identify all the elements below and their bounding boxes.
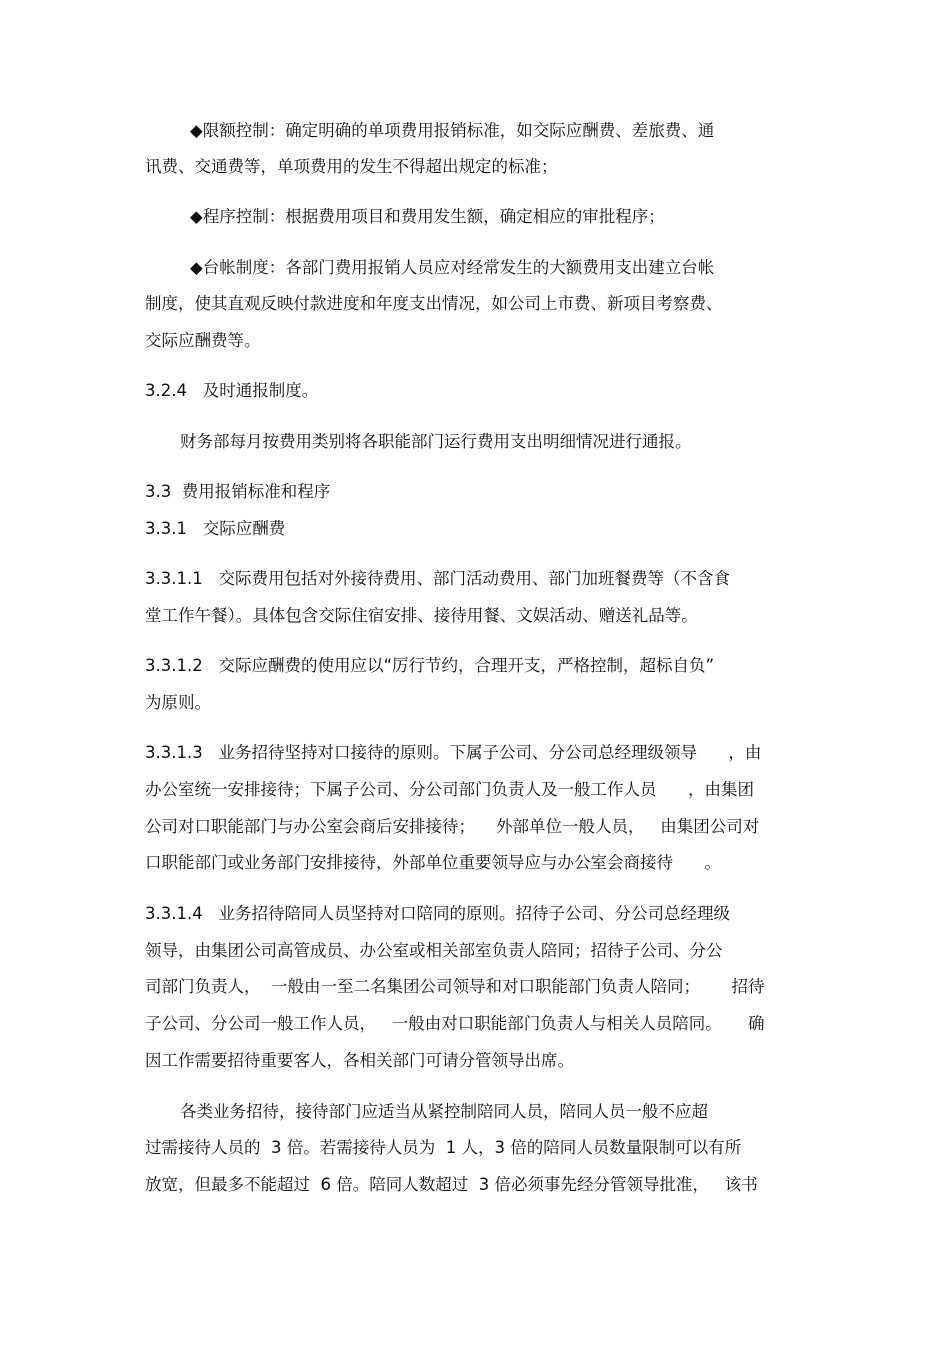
paragraph-escort-limit-line1: 各类业务招待，接待部门应适当从紧控制陪同人员，陪同人员一般不应超 <box>180 1102 708 1121</box>
section-3-3-heading: 3.3 费用报销标准和程序 <box>145 482 331 501</box>
bullet-procedure-control: ◆程序控制：根据费用项目和费用发生额，确定相应的审批程序； <box>190 207 665 226</box>
section-3-2-4-heading: 3.2.4 及时通报制度。 <box>145 381 319 400</box>
item-3-3-1-3-line2: 办公室统一安排接待；下属子公司、分公司部门负责人及一般工作人员 ，由集团 <box>145 780 754 799</box>
item-3-3-1-2-line2: 为原则。 <box>145 693 211 712</box>
item-3-3-1-4-line5: 因工作需要招待重要客人，各相关部门可请分管领导出席。 <box>145 1051 574 1070</box>
item-3-3-1-2-line1: 3.3.1.2 交际应酬费的使用应以“厉行节约，合理开支，严格控制，超标自负” <box>145 656 715 675</box>
item-3-3-1-3-line4: 口职能部门或业务部门安排接待，外部单位重要领导应与办公室会商接待 。 <box>145 853 721 872</box>
paragraph-monthly-report: 财务部每月按费用类别将各职能部门运行费用支出明细情况进行通报。 <box>180 432 692 451</box>
paragraph-escort-limit-line2: 过需接待人员的 3 倍。若需接待人员为 1 人，3 倍的陪同人员数量限制可以有所 <box>145 1138 742 1157</box>
bullet-ledger-system-line1: ◆台帐制度：各部门费用报销人员应对经常发生的大额费用支出建立台帐 <box>190 258 715 277</box>
section-3-3-1-heading: 3.3.1 交际应酬费 <box>145 519 286 538</box>
bullet-ledger-system-line2: 制度，使其直观反映付款进度和年度支出情况，如公司上市费、新项目考察费、 <box>145 294 723 313</box>
item-3-3-1-4-line1: 3.3.1.4 业务招待陪同人员坚持对口陪同的原则。招待子公司、分公司总经理级 <box>145 904 730 923</box>
item-3-3-1-1-line2: 堂工作午餐）。具体包含交际住宿安排、接待用餐、文娱活动、赠送礼品等。 <box>145 606 698 625</box>
item-3-3-1-3-line1: 3.3.1.3 业务招待坚持对口接待的原则。下属子公司、分公司总经理级领导 ，由 <box>145 743 762 762</box>
item-3-3-1-4-line2: 领导，由集团公司高管成员、办公室或相关部室负责人陪同；招待子公司、分公 <box>145 941 723 960</box>
bullet-limit-control-line1: ◆限额控制：确定明确的单项费用报销标准，如交际应酬费、差旅费、通 <box>190 121 715 140</box>
paragraph-escort-limit-line3: 放宽，但最多不能超过 6 倍。陪同人数超过 3 倍必须事先经分管领导批准， 该书 <box>145 1175 758 1194</box>
bullet-ledger-system-line3: 交际应酬费等。 <box>145 331 261 350</box>
item-3-3-1-4-line3: 司部门负责人， 一般由一至二名集团公司领导和对口职能部门负责人陪同； 招待 <box>145 977 765 996</box>
item-3-3-1-4-line4: 子公司、分公司一般工作人员， 一般由对口职能部门负责人与相关人员陪同。 确 <box>145 1014 765 1033</box>
item-3-3-1-1-line1: 3.3.1.1 交际费用包括对外接待费用、部门活动费用、部门加班餐费等（不含食 <box>145 569 730 588</box>
item-3-3-1-3-line3: 公司对口职能部门与办公室会商后安排接待； 外部单位一般人员， 由集团公司对 <box>145 817 760 836</box>
bullet-limit-control-line2: 讯费、交通费等，单项费用的发生不得超出规定的标准； <box>145 157 558 176</box>
